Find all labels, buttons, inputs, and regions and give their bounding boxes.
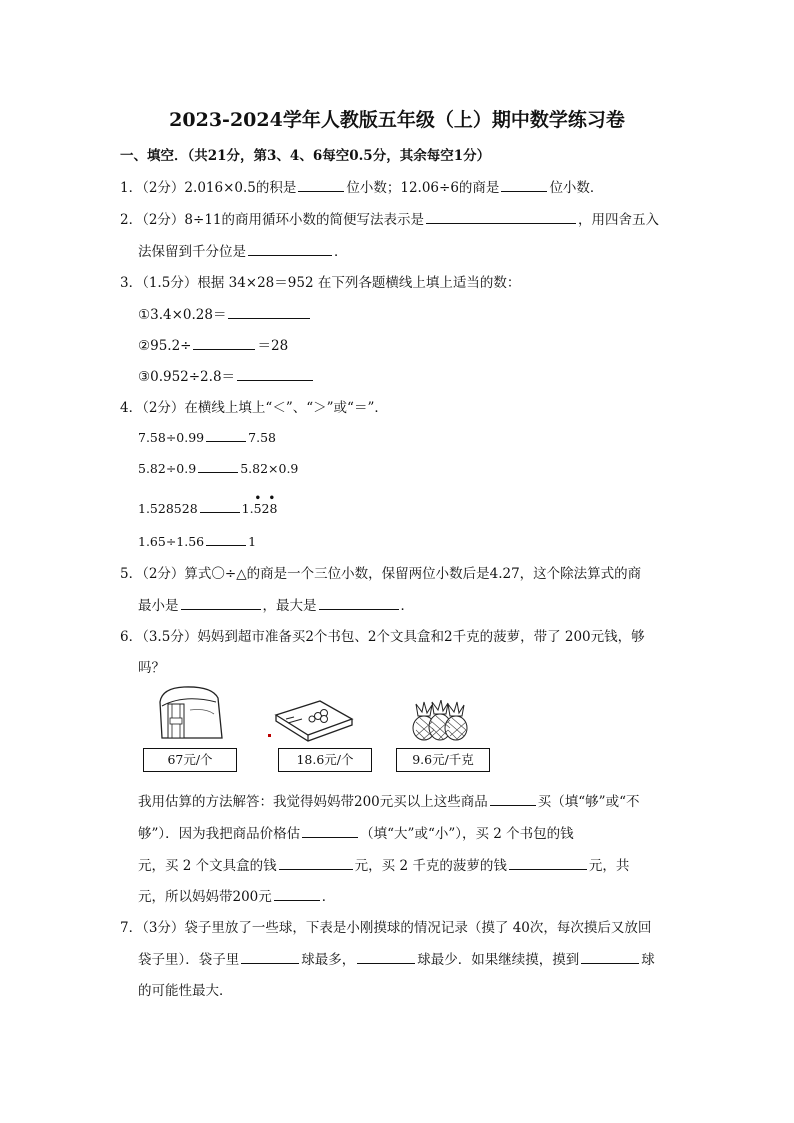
question-3: 3．（1.5分）根据 34×28＝952 在下列各题横线上填上适当的数： — [120, 275, 521, 291]
answer-blank[interactable] — [426, 209, 576, 224]
question-6-answer-line-2: 够”）．因为我把商品价格估 （填“大”或“小”），买 2 个书包的钱 — [138, 822, 574, 842]
answer-blank[interactable] — [319, 595, 399, 610]
question-7-line-2: 袋子里）．袋子里 球最多， 球最少．如果继续摸，摸到 球 — [138, 948, 655, 968]
backpack-icon — [150, 684, 230, 742]
answer-blank[interactable] — [279, 855, 353, 870]
answer-blank[interactable] — [509, 855, 587, 870]
question-5: 5．（2分）算式〇÷△的商是一个三位小数，保留两位小数后是4.27，这个除法算式的商 — [120, 566, 642, 582]
question-2-line-2: 法保留到千分位是 ． — [138, 240, 348, 260]
question-2: 2．（2分）8÷11的商用循环小数的简便写法表示是 ，用四舍五入 — [120, 208, 659, 228]
question-7: 7．（3分）袋子里放了一些球，下表是小刚摸球的情况记录（摸了 40次，每次摸后又放回 — [120, 920, 652, 936]
answer-blank[interactable] — [206, 531, 246, 546]
answer-blank[interactable] — [228, 304, 310, 319]
pencil-case-icon — [272, 695, 356, 743]
question-6-answer-line-4: 元，所以妈妈带200元 ． — [138, 885, 335, 905]
question-3-item-2: ②95.2÷ ＝28 — [138, 334, 288, 354]
answer-blank[interactable] — [302, 823, 358, 838]
price-tag-pineapple: 9.6元/千克 — [396, 748, 490, 772]
answer-blank[interactable] — [501, 177, 547, 192]
question-3-item-3: ③0.952÷2.8＝ — [138, 365, 315, 385]
question-4-row-2: 5.82÷0.9 5.82×0.9 — [138, 458, 298, 476]
answer-blank[interactable] — [490, 791, 536, 806]
stray-mark — [268, 734, 271, 737]
question-1: 1．（2分）2.016×0.5的积是 位小数；12.06÷6的商是 位小数． — [120, 176, 603, 196]
price-tag-pencil-case: 18.6元/个 — [278, 748, 372, 772]
question-3-item-1: ①3.4×0.28＝ — [138, 303, 312, 323]
answer-blank[interactable] — [248, 241, 332, 256]
question-6: 6．（3.5分）妈妈到超市准备买2个书包、2个文具盒和2千克的菠萝，带了 200元钱，够 — [120, 629, 645, 645]
question-4: 4．（2分）在横线上填上“＜”、“＞”或“＝”． — [120, 400, 388, 416]
pineapple-icon — [408, 700, 478, 742]
answer-blank[interactable] — [198, 458, 238, 473]
answer-blank[interactable] — [581, 949, 639, 964]
answer-blank[interactable] — [241, 949, 299, 964]
question-6-answer-line-1: 我用估算的方法解答：我觉得妈妈带200元买以上这些商品 买（填“够”或“不 — [138, 790, 640, 810]
section-heading: 一、填空．（共21分，第3、4、6每空0.5分，其余每空1分） — [120, 148, 491, 164]
question-6-line-2: 吗？ — [138, 660, 165, 676]
recurring-dot: • — [268, 493, 275, 504]
question-7-line-3: 的可能性最大． — [138, 983, 233, 999]
answer-blank[interactable] — [193, 335, 255, 350]
recurring-dot: • — [254, 493, 261, 504]
page-title: 2023-2024学年人教版五年级（上）期中数学练习卷 — [169, 109, 625, 131]
question-4-row-1: 7.58÷0.99 7.58 — [138, 427, 276, 445]
answer-blank[interactable] — [237, 366, 313, 381]
answer-blank[interactable] — [206, 427, 246, 442]
question-6-answer-line-3: 元，买 2 个文具盒的钱 元，买 2 千克的菠萝的钱 元，共 — [138, 854, 629, 874]
answer-blank[interactable] — [200, 498, 240, 513]
answer-blank[interactable] — [298, 177, 344, 192]
question-5-line-2: 最小是 ，最大是 ． — [138, 594, 414, 614]
recurring-digits: 528 • • — [253, 493, 278, 516]
question-4-row-3: 1.528528 1.528 • • — [138, 493, 278, 516]
answer-blank[interactable] — [357, 949, 415, 964]
question-4-row-4: 1.65÷1.56 1 — [138, 531, 256, 549]
answer-blank[interactable] — [274, 886, 320, 901]
answer-blank[interactable] — [181, 595, 261, 610]
price-tag-backpack: 67元/个 — [143, 748, 237, 772]
